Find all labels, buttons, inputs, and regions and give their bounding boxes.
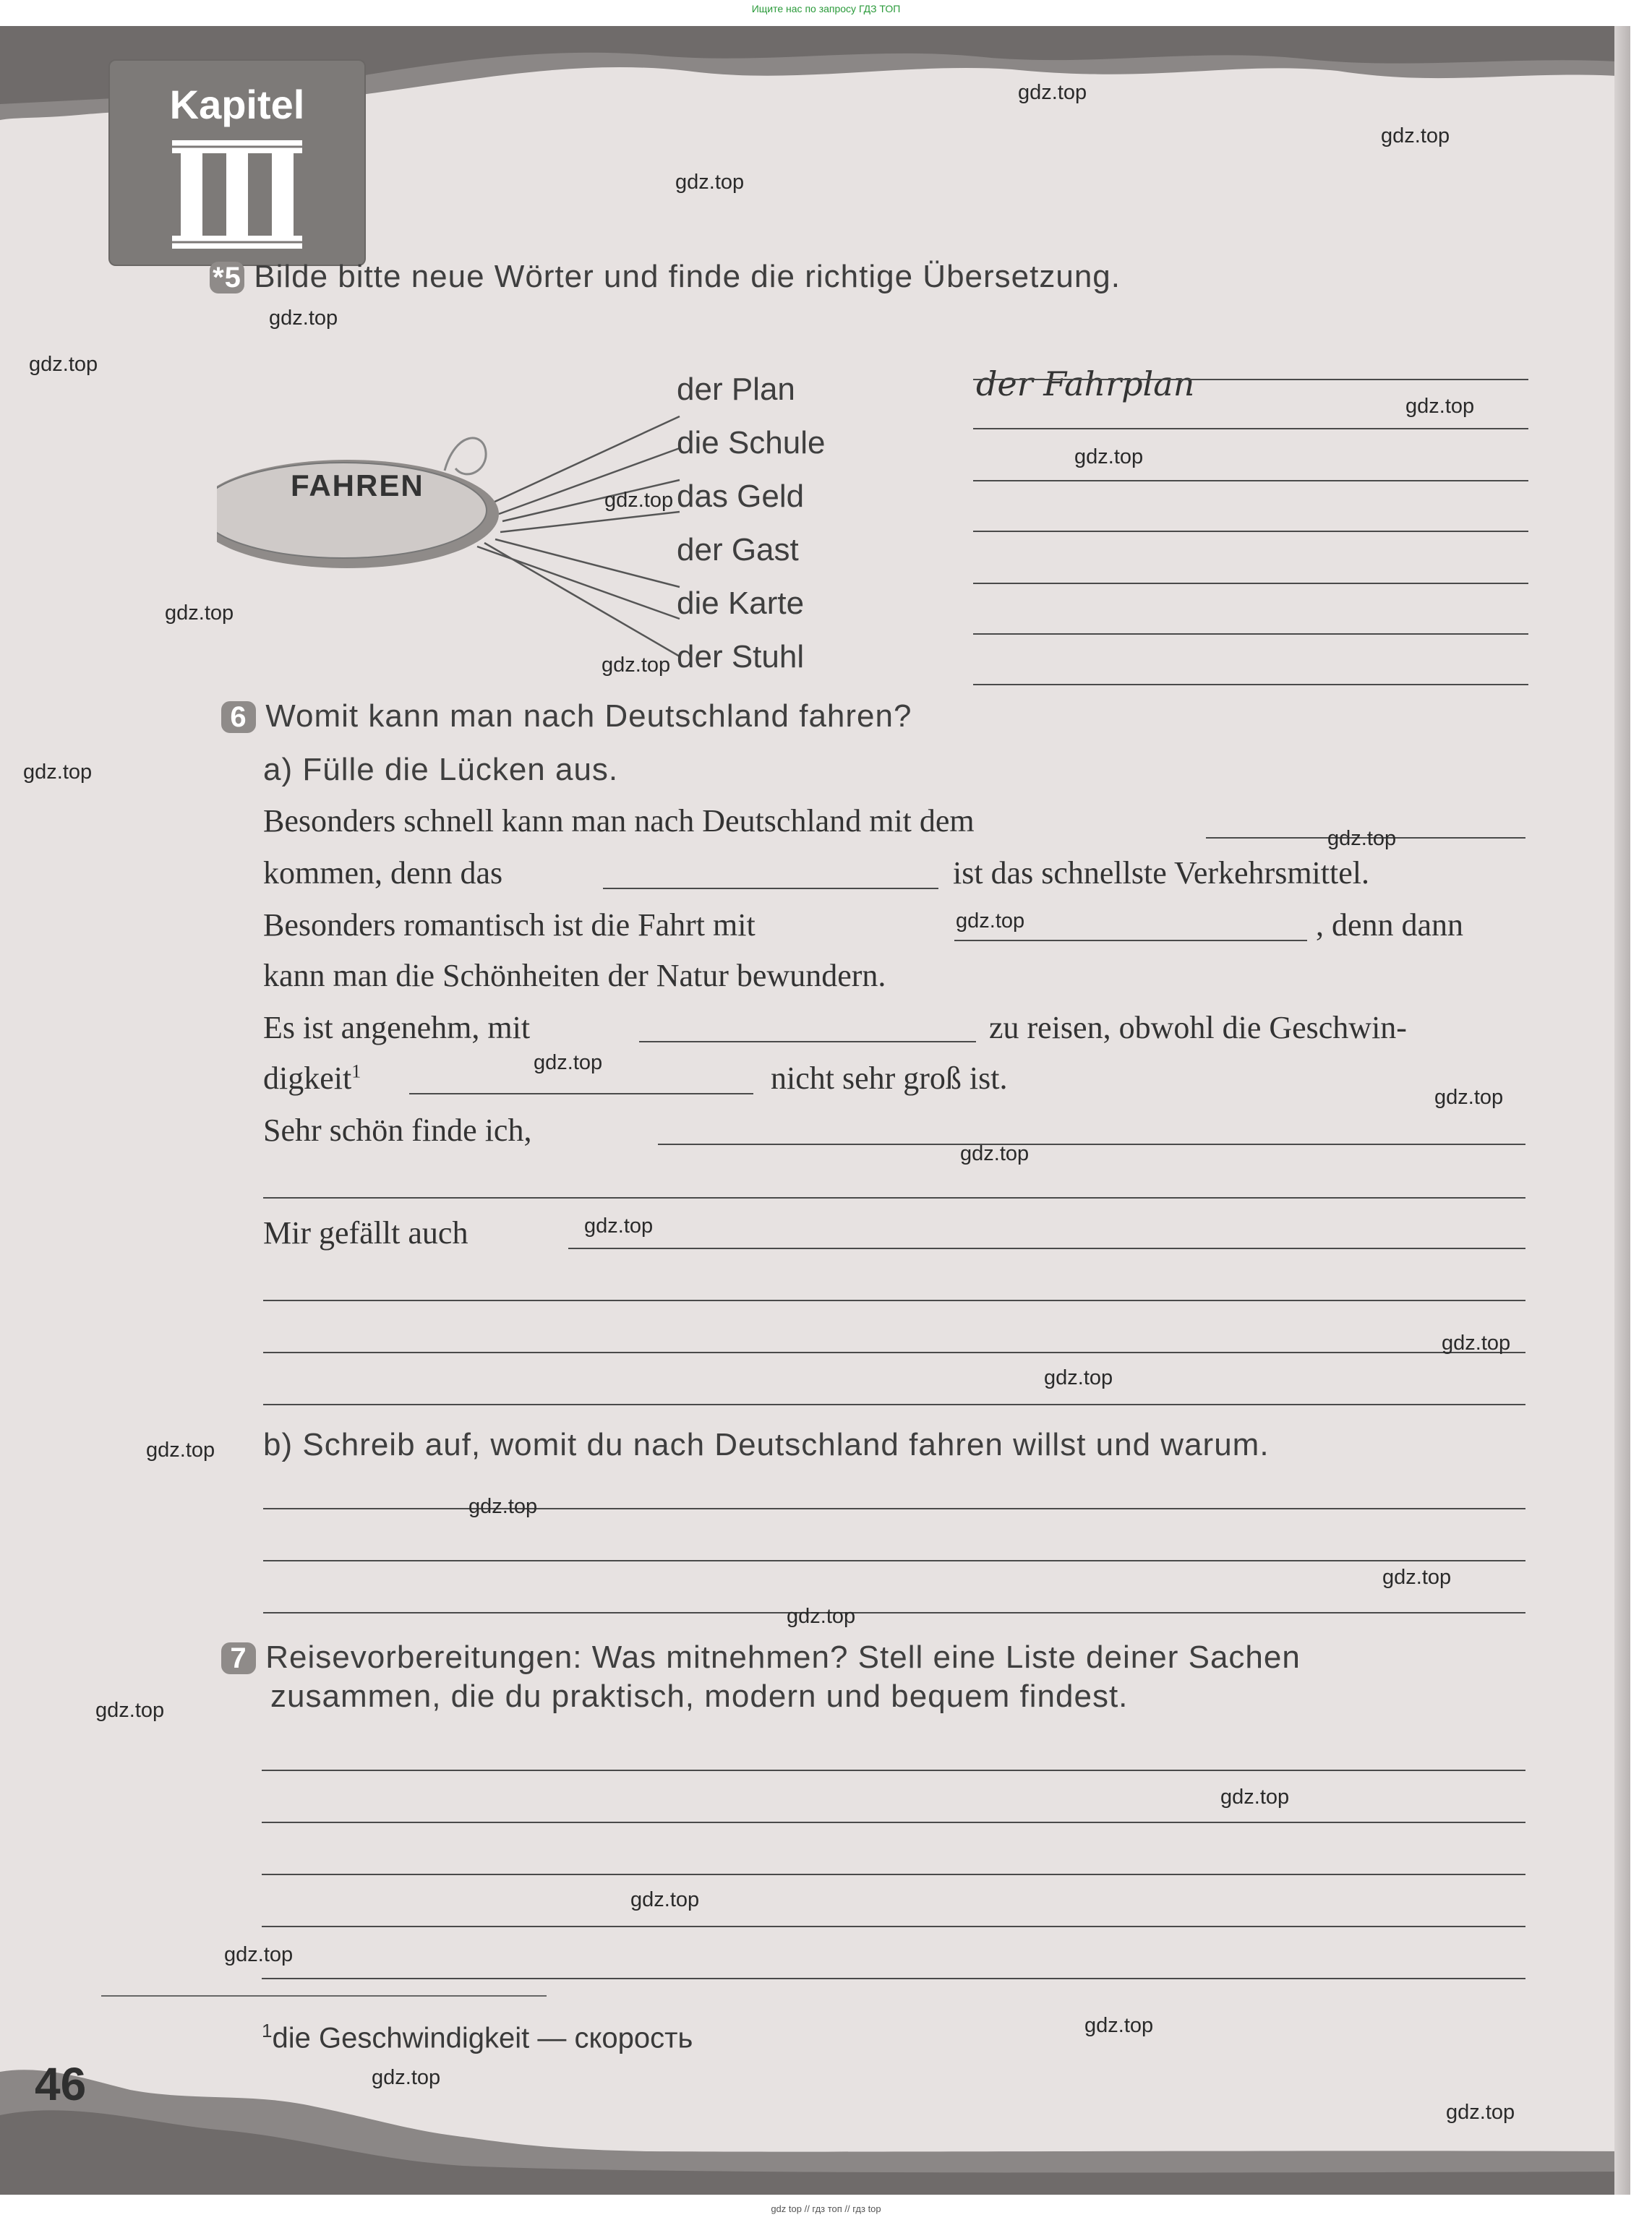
- gap-2[interactable]: [603, 888, 938, 889]
- gap-text-line7: Sehr schön finde ich,: [263, 1113, 532, 1148]
- word-die-schule: die Schule: [677, 425, 826, 460]
- answer-line-2[interactable]: [973, 428, 1528, 429]
- word-der-gast: der Gast: [677, 532, 799, 567]
- write-line-7-4[interactable]: [262, 1926, 1525, 1927]
- word-das-geld: das Geld: [677, 479, 805, 514]
- watermark: gdz.top: [960, 1142, 1030, 1165]
- site-footer-note: gdz top // гдз топ // гдз top: [771, 2203, 881, 2214]
- page-number: 46: [35, 2058, 87, 2110]
- watermark: gdz.top: [956, 909, 1025, 933]
- task7-number: 7: [221, 1642, 256, 1674]
- watermark: gdz.top: [630, 1888, 700, 1911]
- watermark: gdz.top: [29, 353, 98, 376]
- watermark: gdz.top: [602, 653, 671, 677]
- gap-text-line6b: nicht sehr groß ist.: [771, 1060, 1008, 1096]
- answer-line-3[interactable]: [973, 480, 1528, 481]
- gap-text-line3: Besonders romantisch ist die Fahrt mit: [263, 907, 756, 943]
- gap-10[interactable]: [263, 1352, 1525, 1353]
- watermark: gdz.top: [1220, 1786, 1290, 1809]
- task7-line2: zusammen, die du praktisch, modern und bequem findest.: [270, 1679, 1129, 1714]
- write-line-b2[interactable]: [263, 1560, 1525, 1561]
- task7-heading: [221, 1640, 1301, 1676]
- gap-text-line4: kann man die Schönheiten der Natur bewundern.: [263, 958, 886, 993]
- watermark: gdz.top: [468, 1495, 538, 1518]
- task5-heading: [210, 259, 1121, 295]
- task6-number: 6: [221, 701, 256, 733]
- watermark: gdz.top: [146, 1439, 215, 1462]
- chapter-label: Kapitel: [169, 82, 305, 127]
- gap-4[interactable]: [639, 1041, 976, 1042]
- watermark: gdz.top: [95, 1699, 165, 1722]
- center-word-fahren: FAHREN: [291, 468, 424, 502]
- gap-text-line1: Besonders schnell kann man nach Deutschland mit dem: [263, 803, 975, 839]
- watermark: gdz.top: [1382, 1566, 1452, 1589]
- gap-8[interactable]: [568, 1248, 1525, 1249]
- write-line-7-5[interactable]: [262, 1978, 1525, 1979]
- footnote-marker: 1: [351, 1060, 361, 1082]
- watermark: gdz.top: [269, 307, 338, 330]
- chapter-tab: [110, 61, 364, 265]
- watermark: gdz.top: [1442, 1332, 1511, 1355]
- gap-text-line2b: ist das schnellste Verkehrsmittel.: [953, 855, 1369, 891]
- gap-text-line6: digkeit$^1$: [263, 1060, 361, 1096]
- task5-instruction: Bilde bitte neue Wörter und finde die richtige Übersetzung.: [254, 259, 1121, 294]
- watermark: gdz.top: [1434, 1086, 1504, 1109]
- gap-3[interactable]: [954, 940, 1307, 941]
- roman-numeral-three-icon: [172, 140, 302, 249]
- write-line-7-1[interactable]: [262, 1770, 1525, 1771]
- gap-text-line3b: , denn dann: [1316, 907, 1464, 943]
- site-note: Ищите нас по запросу ГДЗ ТОП: [751, 3, 901, 14]
- answer-line-6[interactable]: [973, 633, 1528, 635]
- watermark: gdz.top: [1018, 81, 1087, 104]
- word-die-karte: die Karte: [677, 586, 805, 621]
- page-spine: [1614, 26, 1630, 2195]
- watermark: gdz.top: [584, 1214, 654, 1238]
- workbook-page: [0, 26, 1630, 2195]
- answer-line-7[interactable]: [973, 684, 1528, 685]
- watermark: gdz.top: [604, 489, 674, 512]
- answer-line-1[interactable]: [973, 379, 1528, 380]
- watermark: gdz.top: [23, 760, 93, 784]
- gap-11[interactable]: [263, 1404, 1525, 1405]
- task6-part-a: a) Fülle die Lücken aus.: [263, 752, 619, 787]
- write-line-b3[interactable]: [263, 1612, 1525, 1613]
- gap-text-line2: kommen, denn das: [263, 855, 503, 891]
- watermark: gdz.top: [372, 2066, 441, 2089]
- watermark: gdz.top: [1405, 395, 1475, 418]
- gap-5[interactable]: [409, 1093, 753, 1094]
- watermark: gdz.top: [224, 1943, 294, 1966]
- task6-question: Womit kann man nach Deutschland fahren?: [265, 698, 912, 734]
- word-der-stuhl: der Stuhl: [677, 639, 805, 674]
- watermark: gdz.top: [534, 1051, 603, 1074]
- watermark: gdz.top: [1446, 2101, 1515, 2124]
- footnote: $^1$die Geschwindigkeit — скорость: [262, 2020, 693, 2054]
- write-line-7-3[interactable]: [262, 1874, 1525, 1875]
- gap-text-line8: Mir gefällt auch: [263, 1215, 468, 1251]
- write-line-b1[interactable]: [263, 1508, 1525, 1509]
- gap-9[interactable]: [263, 1300, 1525, 1301]
- watermark: gdz.top: [165, 601, 234, 625]
- answer-line-4[interactable]: [973, 531, 1528, 532]
- watermark: gdz.top: [1084, 2014, 1154, 2037]
- watermark: gdz.top: [675, 171, 745, 194]
- gap-6[interactable]: [658, 1144, 1525, 1145]
- answer-line-5[interactable]: [973, 583, 1528, 584]
- gap-7[interactable]: [263, 1197, 1525, 1199]
- fahren-word-map: [217, 402, 687, 662]
- word-der-plan: der Plan: [677, 372, 795, 407]
- task6-heading: [221, 698, 912, 734]
- gap-text-line5b: zu reisen, obwohl die Geschwin-: [989, 1010, 1407, 1045]
- watermark: gdz.top: [1327, 827, 1397, 850]
- gap-text-line5: Es ist angenehm, mit: [263, 1010, 531, 1045]
- task6-part-b: b) Schreib auf, womit du nach Deutschland fahren willst und warum.: [263, 1427, 1270, 1462]
- watermark: gdz.top: [1044, 1366, 1113, 1389]
- write-line-7-2[interactable]: [262, 1822, 1525, 1823]
- task5-number: *5: [210, 262, 244, 293]
- answer-example: der Fahrplan: [976, 364, 1195, 403]
- watermark: gdz.top: [787, 1605, 856, 1628]
- task7-line1: Reisevorbereitungen: Was mitnehmen? Stell eine Liste deiner Sachen: [265, 1640, 1301, 1675]
- watermark: gdz.top: [1074, 445, 1144, 468]
- footnote-divider: [101, 1995, 547, 1997]
- watermark: gdz.top: [1381, 124, 1450, 147]
- torn-bottom-edge: [0, 2050, 1630, 2195]
